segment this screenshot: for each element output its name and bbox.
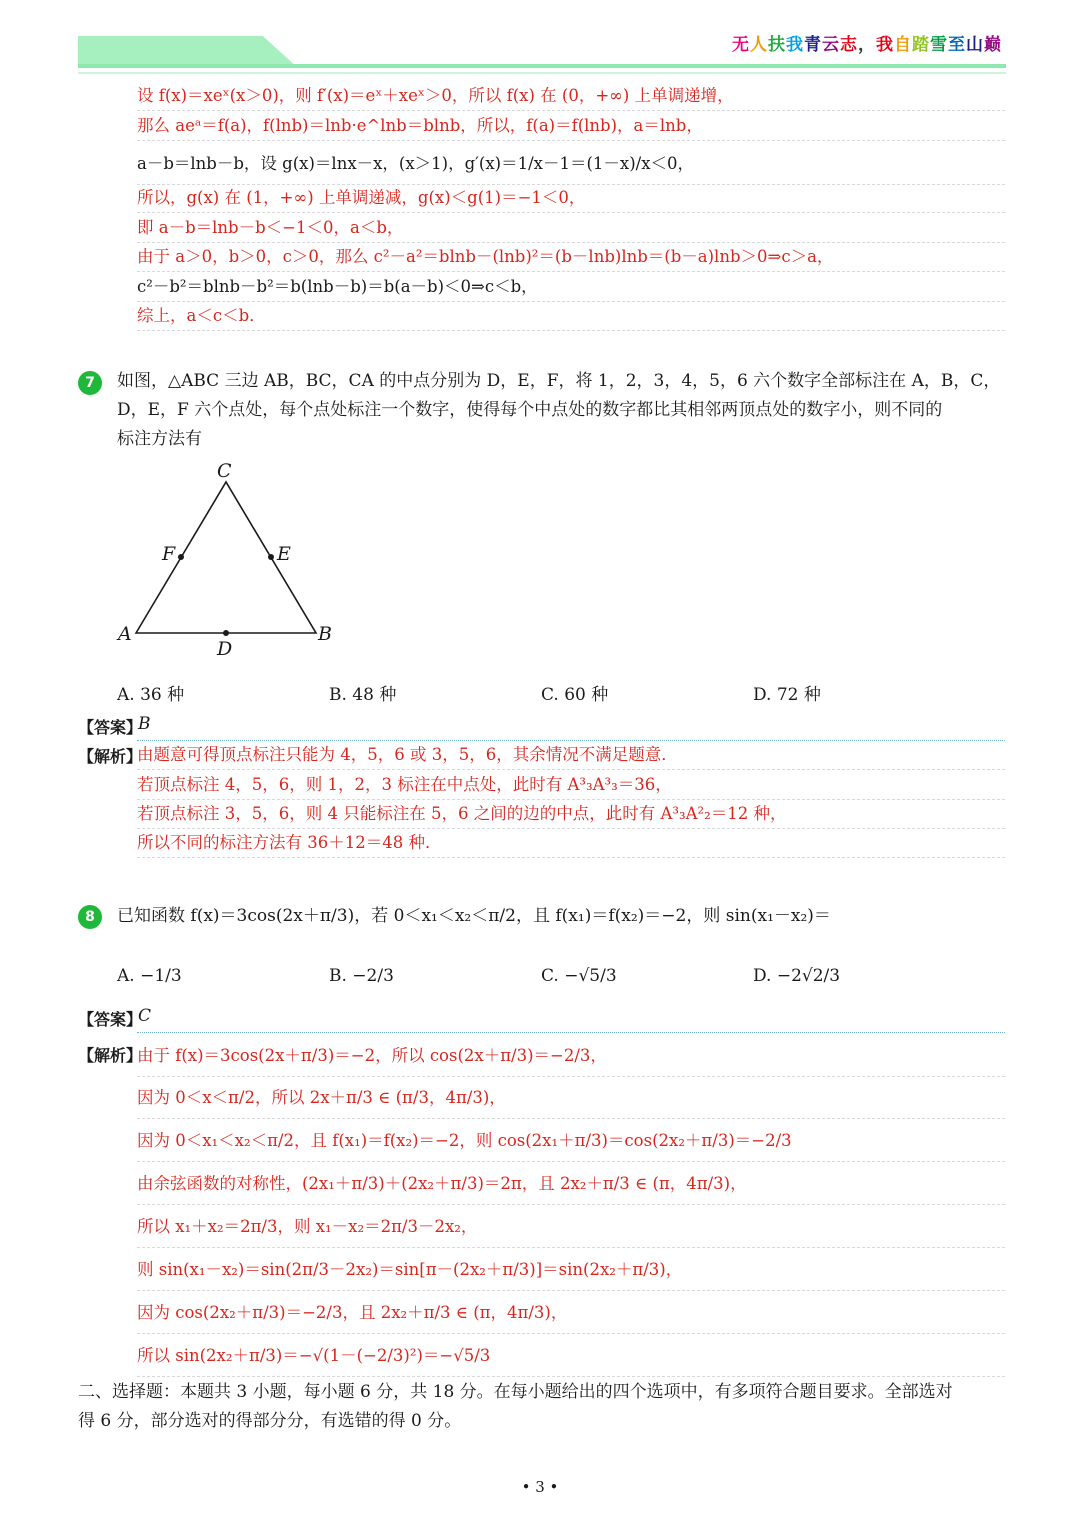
section-text-line: 得 6 分，部分选对的得部分分，有选错的得 0 分。 [78, 1411, 462, 1431]
solution-line: 设 f(x)＝xeˣ(x＞0)，则 f′(x)＝eˣ＋xeˣ＞0，所以 f(x) 在 (0，+∞) 上单调递增， [137, 82, 1005, 111]
solution-line: a－b＝lnb－b，设 g(x)＝lnx－x，(x＞1)，g′(x)＝1/x－1＝(1－x)/x＜0， [137, 144, 1005, 185]
slogan-char: 山 [966, 35, 984, 55]
slogan-char: 青 [804, 35, 822, 55]
analysis-label: 【解析】 [78, 1046, 143, 1065]
label-e: E [277, 543, 291, 565]
analysis-line: 所以不同的标注方法有 36＋12＝48 种． [137, 829, 1005, 858]
slogan-char: 人 [750, 35, 768, 55]
slogan-char: 踏 [912, 35, 930, 55]
slogan-char: 云 [822, 35, 840, 55]
option-d: D. 72 种 [753, 685, 821, 705]
analysis-line: 则 sin(x₁－x₂)＝sin(2π/3－2x₂)＝sin[π－(2x₂＋π/3)]＝sin(2x₂＋π/3)， [137, 1250, 1005, 1291]
section-2-heading [78, 1378, 1008, 1436]
question-number-badge: 8 [78, 905, 102, 929]
slogan-char: ， [858, 35, 876, 55]
analysis-line: 因为 cos(2x₂＋π/3)＝−2/3，且 2x₂＋π/3 ∈ (π，4π/3)， [137, 1293, 1005, 1334]
slogan-char: 扶 [768, 35, 786, 55]
option-d: D. −2√2/3 [753, 966, 841, 986]
point-e [268, 554, 274, 560]
option-b: B. 48 种 [329, 685, 397, 705]
slogan-char: 自 [894, 35, 912, 55]
question-text-line: 如图，△ABC 三边 AB，BC，CA 的中点分别为 D，E，F，将 1，2，3，4，5，6 六个数字全部标注在 A，B，C， [117, 371, 1001, 391]
solution-line: c²－b²＝blnb－b²＝b(lnb－b)＝b(a－b)＜0⇒c＜b， [137, 273, 1005, 302]
option-a: A. −1/3 [117, 966, 182, 986]
analysis-line: 所以 sin(2x₂＋π/3)＝−√(1－(−2/3)²)＝−√5/3 [137, 1336, 1005, 1377]
option-b: B. −2/3 [329, 966, 394, 986]
section-text-line: 二、选择题：本题共 3 小题，每小题 6 分，共 18 分。在每小题给出的四个选项中，有多项符合题目要求。全部选对 [78, 1382, 953, 1402]
slogan-char: 至 [948, 35, 966, 55]
header-rule [78, 64, 1006, 68]
label-c: C [217, 460, 232, 482]
label-a: A [118, 623, 132, 645]
question-text-line: 标注方法有 [117, 429, 202, 449]
answer-label: 【答案】 [78, 718, 143, 737]
solution-line: 所以，g(x) 在 (1，+∞) 上单调递减，g(x)＜g(1)＝−1＜0， [137, 184, 1005, 213]
point-d [223, 630, 229, 636]
analysis-line: 所以 x₁＋x₂＝2π/3，则 x₁－x₂＝2π/3－2x₂， [137, 1207, 1005, 1248]
question-7-text [117, 367, 1007, 454]
header-slogan [732, 30, 1002, 55]
question-8-text: 已知函数 f(x)＝3cos(2x＋π/3)，若 0＜x₁＜x₂＜π/2，且 f(x₁)＝f(x₂)＝−2，则 sin(x₁－x₂)＝ [117, 906, 831, 926]
triangle-diagram [110, 455, 350, 665]
question-number-badge: 7 [78, 371, 102, 395]
solution-line: 综上，a＜c＜b． [137, 302, 1005, 331]
slogan-char: 无 [732, 35, 750, 55]
analysis-line: 因为 0＜x＜π/2，所以 2x＋π/3 ∈ (π/3，4π/3)， [137, 1078, 1005, 1119]
solution-line: 由于 a＞0，b＞0，c＞0，那么 c²－a²＝blnb－(lnb)²＝(b－lnb)lnb＝(b－a)lnb＞0⇒c＞a， [137, 243, 1005, 272]
option-a: A. 36 种 [117, 685, 185, 705]
header-rule-thin [78, 72, 1006, 74]
option-c: C. −√5/3 [541, 966, 617, 986]
slogan-char: 我 [786, 35, 804, 55]
question-text-line: D，E，F 六个点处，每个点处标注一个数字，使得每个中点处的数字都比其相邻两顶点处的数字小，则不同的 [117, 400, 943, 420]
solution-line: 即 a－b＝lnb－b＜−1＜0，a＜b， [137, 214, 1005, 243]
analysis-line: 由于 f(x)＝3cos(2x＋π/3)＝−2，所以 cos(2x＋π/3)＝−2/3， [137, 1036, 1005, 1077]
answer-label: 【答案】 [78, 1010, 143, 1029]
answer-value: C [138, 1006, 152, 1026]
analysis-line: 由题意可得顶点标注只能为 4，5，6 或 3，5，6，其余情况不满足题意． [137, 741, 1005, 770]
analysis-line: 若顶点标注 4，5，6，则 1，2，3 标注在中点处，此时有 A³₃A³₃＝36， [137, 771, 1005, 800]
solution-line: 那么 aeᵃ＝f(a)，f(lnb)＝lnb·e^lnb＝blnb，所以，f(a)＝f(lnb)，a＝lnb， [137, 112, 1005, 141]
answer-value: B [138, 714, 151, 734]
label-b: B [318, 623, 332, 645]
option-c: C. 60 种 [541, 685, 609, 705]
slogan-char: 巅 [984, 35, 1002, 55]
analysis-line: 若顶点标注 3，5，6，则 4 只能标注在 5，6 之间的边的中点，此时有 A³₃A²₂＝12 种， [137, 800, 1005, 829]
slogan-char: 雪 [930, 35, 948, 55]
label-d: D [217, 638, 233, 660]
label-f: F [162, 543, 176, 565]
analysis-line: 由余弦函数的对称性，(2x₁＋π/3)＋(2x₂＋π/3)＝2π，且 2x₂＋π/3 ∈ (π，4π/3)， [137, 1164, 1005, 1205]
page-number: • 3 • [521, 1478, 559, 1496]
analysis-line: 因为 0＜x₁＜x₂＜π/2，且 f(x₁)＝f(x₂)＝−2，则 cos(2x₁＋π/3)＝cos(2x₂＋π/3)＝−2/3 [137, 1121, 1005, 1162]
slogan-char: 志 [840, 35, 858, 55]
divider [137, 1032, 1005, 1033]
point-f [178, 554, 184, 560]
slogan-char: 我 [876, 35, 894, 55]
analysis-label: 【解析】 [78, 747, 143, 766]
